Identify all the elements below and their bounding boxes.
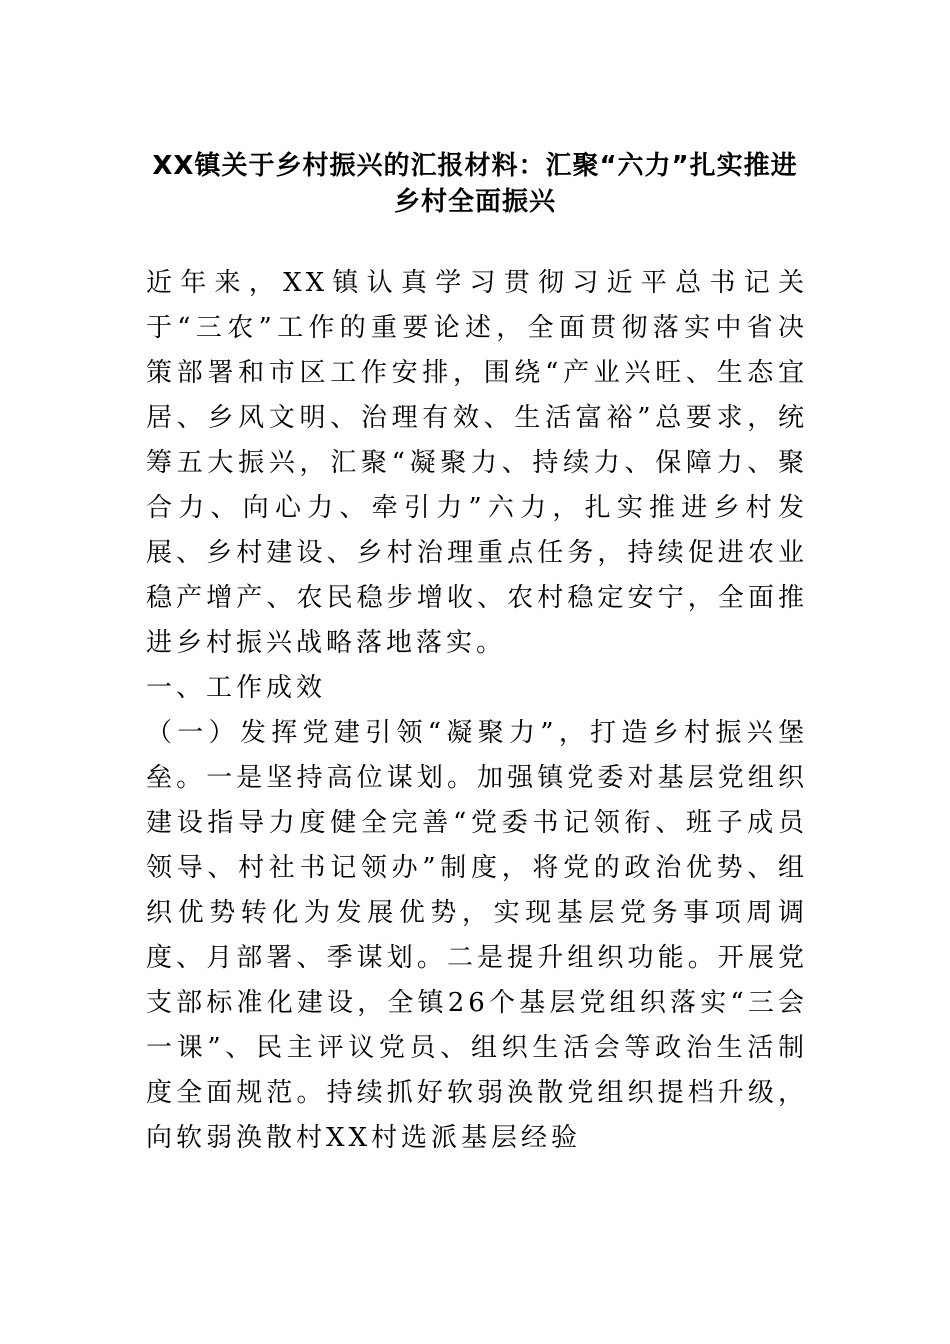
document-body	[146, 261, 808, 1161]
subsection-paragraph: （一）发挥党建引领“凝聚力”，打造乡村振兴堡垒。一是坚持高位谋划。加强镇党委对基层党组织建设指导力度健全完善“党委书记领衔、班子成员领导、村社书记领办”制度，将党的政治优势、组织优势转化为发展优势，实现基层党务事项周调度、月部署、季谋划。二是提升组织功能。开展党支部标准化建设，全镇26个基层党组织落实“三会一课”、民主评议党员、组织生活会等政治生活制度全面规范。持续抓好软弱涣散党组织提档升级，向软弱涣散村XX村选派基层经验	[146, 718, 808, 1153]
document-title: XX镇关于乡村振兴的汇报材料：汇聚“六力”扎实推进乡村全面振兴	[152, 151, 798, 217]
section-heading: 一、工作成效	[146, 673, 327, 703]
intro-paragraph: 近年来，XX镇认真学习贯彻习近平总书记关于“三农”工作的重要论述，全面贯彻落实中省决策部署和市区工作安排，围绕“产业兴旺、生态宜居、乡风文明、治理有效、生活富裕”总要求，统筹五大振兴，汇聚“凝聚力、持续力、保障力、聚合力、向心力、牵引力”六力，扎实推进乡村发展、乡村建设、乡村治理重点任务，持续促进农业稳产增产、农民稳步增收、农村稳定安宁，全面推进乡村振兴战略落地落实。	[146, 268, 808, 658]
